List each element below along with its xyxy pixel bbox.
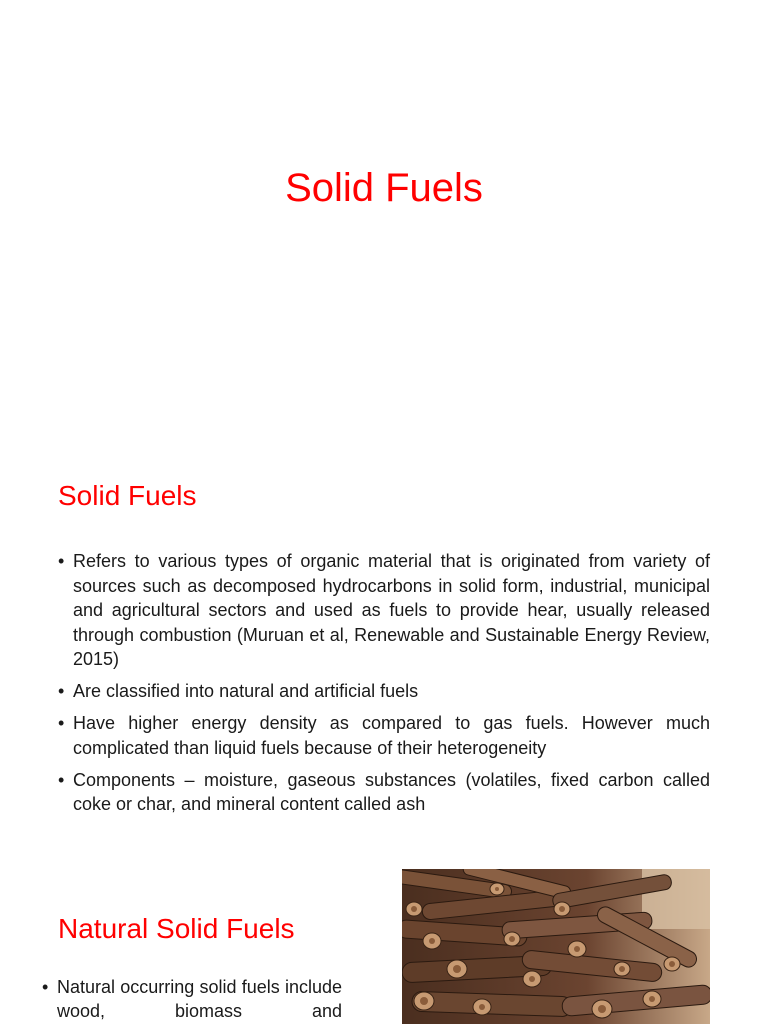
slide-solid-fuels (0, 432, 768, 864)
bullet-item: • Refers to various types of organic material that is originated from variety of sources such as decomposed hydrocarbons in solid form, industrial, municipal and agricultural sectors and used as fuels to provide hear, usually released through combustion (Muruan et al, Renewable and Sustainable Energy Review, 2015) (58, 549, 710, 672)
bullet-list (58, 549, 710, 824)
slide-natural-solid-fuels (0, 864, 768, 1024)
bullet-item: • Natural occurring solid fuels include wood, biomass and (42, 975, 342, 1023)
bullet-item: • Have higher energy density as compared to gas fuels. However much complicated than liquid fuels because of their heterogeneity (58, 711, 710, 760)
firewood-photo-icon (402, 869, 710, 1024)
slide-title (0, 0, 768, 432)
bullet-item: • Are classified into natural and artificial fuels (58, 679, 710, 704)
bullet-list (42, 975, 342, 1023)
slide-heading: Solid Fuels (58, 480, 197, 511)
bullet-item: • Components – moisture, gaseous substances (volatiles, fixed carbon called coke or char, and mineral content called ash (58, 768, 710, 817)
slide-heading: Natural Solid Fuels (58, 913, 295, 944)
slide-title-heading: Solid Fuels (285, 166, 483, 210)
